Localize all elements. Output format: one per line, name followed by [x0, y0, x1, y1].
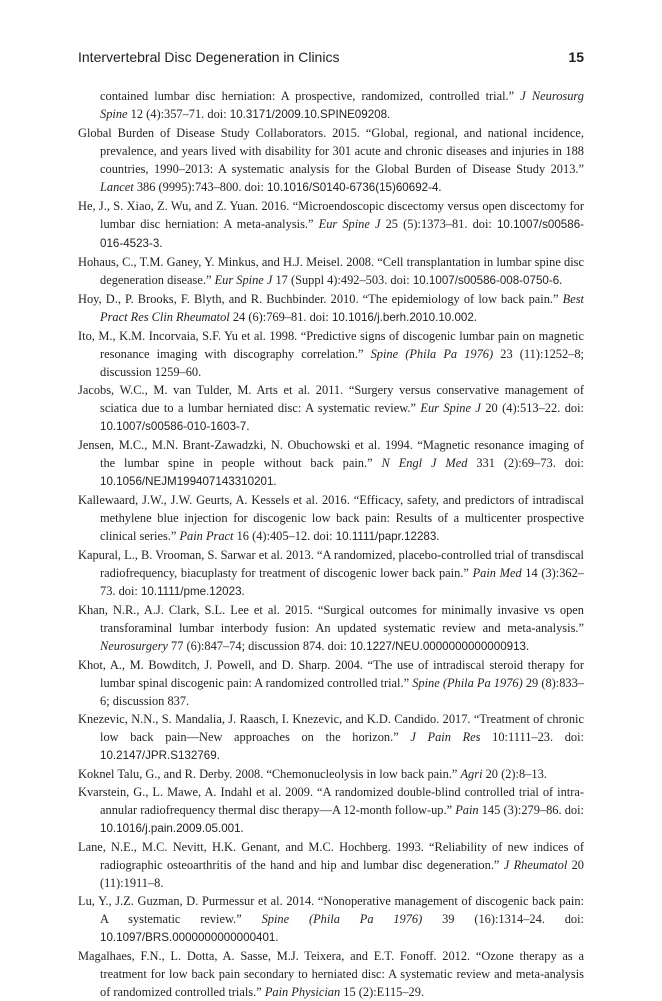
reference-doi[interactable]: 10.1111/papr.12283 [335, 530, 437, 543]
reference-doi[interactable]: 10.1097/BRS.0000000000000401 [100, 931, 276, 944]
reference-details: 25 (5):1373–81. doi: [380, 217, 497, 231]
reference-entry [78, 765, 584, 783]
reference-text: Jensen, M.C., M.N. Brant-Zawadzki, N. Obuchowski et al. 1994. “Magnetic resonance imaging of the lumbar spine in people without back pain.” [78, 438, 584, 470]
reference-continuation [78, 87, 584, 124]
reference-journal: Pain Physician [264, 985, 341, 999]
reference-end: . [216, 748, 220, 762]
reference-doi[interactable]: 10.1016/j.pain.2009.05.001 [100, 822, 241, 835]
reference-doi[interactable]: 10.2147/JPR.S132769 [100, 749, 217, 762]
reference-end: . [526, 639, 530, 653]
reference-journal: Eur Spine J [318, 217, 381, 231]
reference-journal: N Engl J Med [381, 456, 468, 470]
reference-text: Kvarstein, G., L. Mawe, A. Indahl et al. 2009. “A randomized double-blind controlled trial of intra-annular radiofrequency thermal disc therapy—A 12-month follow-up.” [78, 785, 584, 817]
reference-details: 20 (2):8–13. [482, 767, 547, 781]
reference-journal: Best Pract Res Clin Rheumatol [100, 292, 584, 324]
reference-text: Global Burden of Disease Study Collaborators. 2015. “Global, regional, and national incidence, prevalence, and years lived with disability for 301 acute and chronic diseases and injuries in 188 countries, 1990–2013: A systematic analysis for the Global Burden of Disease Study 2013.” [78, 126, 584, 176]
reference-text: Magalhaes, F.N., L. Dotta, A. Sasse, M.J. Teixera, and E.T. Fonoff. 2012. “Ozone therapy as a treatment for low back pain secondary to herniated disc: A systematic review and meta-analysis of randomized controlled trials.” [78, 949, 584, 999]
reference-details: 12 (4):357–71. doi: [127, 107, 230, 121]
reference-journal: Pain [455, 803, 479, 817]
reference-entry [78, 601, 584, 656]
reference-details: 386 (9995):743–800. doi: [133, 180, 267, 194]
reference-details: 24 (6):769–81. doi: [229, 310, 332, 324]
reference-journal: Spine (Phila Pa 1976) [370, 347, 494, 361]
reference-text: Kapural, L., B. Vrooman, S. Sarwar et al. 2013. “A randomized, placebo-controlled trial of transdiscal radiofrequency, biacuplasty for treatment of discogenic lower back pain.” [78, 548, 584, 580]
reference-end: . [240, 821, 244, 835]
reference-text: contained lumbar disc herniation: A prospective, randomized, controlled trial.” [100, 89, 521, 103]
reference-text: Jacobs, W.C., M. van Tulder, M. Arts et al. 2011. “Surgery versus conservative management of sciatica due to a lumbar herniated disc: A systematic review.” [78, 383, 584, 415]
reference-entry [78, 838, 584, 892]
reference-journal: J Rheumatol [503, 858, 568, 872]
reference-journal: Agri [460, 767, 483, 781]
reference-details: 331 (2):69–73. doi: [467, 456, 584, 470]
reference-journal: Spine (Phila Pa 1976) [261, 912, 423, 926]
reference-entry [78, 947, 584, 1001]
reference-text: Kallewaard, J.W., J.W. Geurts, A. Kessels et al. 2016. “Efficacy, safety, and predictors of intradiscal methylene blue injection for discogenic low back pain: Results of a multicenter prospective clinical series.” [78, 493, 584, 543]
reference-details: 10:1111–23. doi: [480, 730, 585, 744]
reference-details: 17 (Suppl 4):492–503. doi: [272, 273, 413, 287]
reference-entry [78, 710, 584, 765]
reference-details: 14 (3):362–73. doi: [100, 566, 584, 598]
reference-journal: Pain Pract [179, 529, 234, 543]
reference-end: . [473, 310, 477, 324]
reference-end: . [559, 273, 563, 287]
reference-journal: Pain Med [472, 566, 522, 580]
reference-doi[interactable]: 10.1056/NEJM199407143310201 [100, 475, 274, 488]
reference-entry [78, 290, 584, 327]
reference-details: 29 (8):833–6; discussion 837. [100, 676, 585, 708]
reference-end: . [275, 930, 279, 944]
reference-text: Khan, N.R., A.J. Clark, S.L. Lee et al. 2015. “Surgical outcomes for minimally invasive vs open transforaminal lumbar interbody fusion: An updated systematic review and meta-analysis.” [78, 603, 584, 635]
reference-entry [78, 381, 584, 436]
running-title: Intervertebral Disc Degeneration in Clinics [78, 49, 340, 65]
reference-journal: Lancet [100, 180, 134, 194]
reference-text: Hohaus, C., T.M. Ganey, Y. Minkus, and H.J. Meisel. 2008. “Cell transplantation in lumbar spine disc degeneration disease.” [78, 255, 584, 287]
reference-entry [78, 253, 584, 290]
reference-doi[interactable]: 10.1007/s00586-016-4523-3 [100, 218, 585, 250]
reference-entry [78, 892, 584, 947]
page-number: 15 [568, 49, 584, 65]
reference-entry [78, 436, 584, 491]
reference-entry [78, 546, 584, 601]
running-header [78, 49, 584, 71]
reference-doi[interactable]: 10.1007/s00586-008-0750-6 [412, 274, 560, 287]
reference-details: 16 (4):405–12. doi: [233, 529, 336, 543]
reference-text: Lane, N.E., M.C. Nevitt, H.K. Genant, and M.C. Hochberg. 1993. “Reliability of new indices of radiographic osteoarthritis of the hand and hip and lumbar disc degeneration.” [78, 840, 584, 872]
reference-doi[interactable]: 10.3171/2009.10.SPINE09208 [229, 108, 388, 121]
reference-journal: J Pain Res [410, 730, 481, 744]
reference-doi[interactable]: 10.1111/pme.12023 [140, 585, 242, 598]
reference-details: 77 (6):847–74; discussion 874. doi: [167, 639, 350, 653]
reference-details: 39 (16):1314–24. doi: [422, 912, 584, 926]
reference-doi[interactable]: 10.1007/s00586-010-1603-7 [100, 420, 247, 433]
reference-entry [78, 327, 584, 381]
reference-journal: J Neurosurg Spine [100, 89, 584, 121]
reference-entry [78, 197, 584, 253]
reference-end: . [241, 584, 245, 598]
reference-details: 145 (3):279–86. doi: [478, 803, 584, 817]
reference-journal: Eur Spine J [420, 401, 481, 415]
reference-journal: Neurosurgery [100, 639, 168, 653]
reference-end: . [436, 529, 440, 543]
reference-end: . [387, 107, 391, 121]
reference-text: Koknel Talu, G., and R. Derby. 2008. “Chemonucleolysis in low back pain.” [78, 767, 461, 781]
reference-doi[interactable]: 10.1016/j.berh.2010.10.002 [331, 311, 474, 324]
reference-text: He, J., S. Xiao, Z. Wu, and Z. Yuan. 2016. “Microendoscopic discectomy versus open discectomy for lumbar disc herniation: A meta-analysis.” [78, 199, 584, 231]
reference-text: Lu, Y., J.Z. Guzman, D. Purmessur et al. 2014. “Nonoperative management of discogenic back pain: A systematic review.” [78, 894, 584, 926]
reference-journal: Eur Spine J [214, 273, 273, 287]
reference-entry [78, 783, 584, 838]
reference-entry [78, 656, 584, 710]
reference-end: . [246, 419, 250, 433]
reference-end: . [273, 474, 277, 488]
reference-details: 15 (2):E115–29. [340, 985, 425, 999]
reference-list [78, 87, 584, 1001]
reference-doi[interactable]: 10.1227/NEU.0000000000000913 [350, 640, 526, 653]
reference-details: 20 (11):1911–8. [100, 858, 584, 890]
reference-end: . [438, 180, 442, 194]
reference-journal: Spine (Phila Pa 1976) [412, 676, 523, 690]
reference-end: . [159, 236, 163, 250]
reference-doi[interactable]: 10.1016/S0140-6736(15)60692-4 [266, 181, 439, 194]
reference-entry [78, 491, 584, 546]
reference-text: Hoy, D., P. Brooks, F. Blyth, and R. Buchbinder. 2010. “The epidemiology of low back pain.” [78, 292, 563, 306]
reference-details: 20 (4):513–22. doi: [480, 401, 584, 415]
reference-text: Khot, A., M. Bowditch, J. Powell, and D. Sharp. 2004. “The use of intradiscal steroid therapy for lumbar spinal discogenic pain: A randomized controlled trial.” [78, 658, 584, 690]
reference-details: 23 (11):1252–8; discussion 1259–60. [100, 347, 584, 379]
reference-text: Ito, M., K.M. Incorvaia, S.F. Yu et al. 1998. “Predictive signs of discogenic lumbar pain on magnetic resonance imaging with discography correlation.” [78, 329, 584, 361]
reference-entry [78, 124, 584, 197]
reference-text: Knezevic, N.N., S. Mandalia, J. Raasch, I. Knezevic, and K.D. Candido. 2017. “Treatment of chronic low back pain—New approaches on the horizon.” [78, 712, 584, 744]
